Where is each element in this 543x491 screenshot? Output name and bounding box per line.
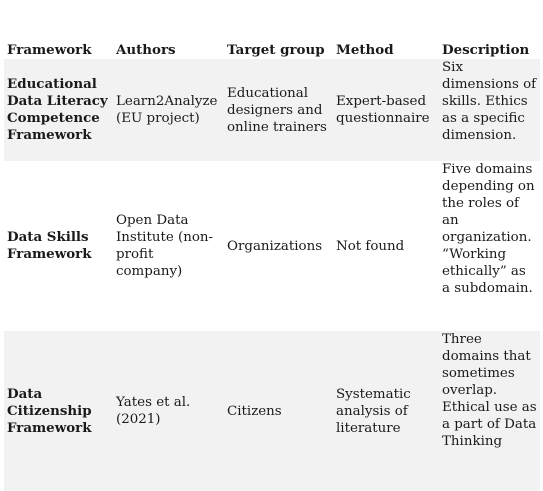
framework-cell: Data Citizenship Framework <box>4 331 113 491</box>
header-target-group: Target group <box>227 42 325 58</box>
method-cell: Systematic analysis of literature <box>333 331 439 491</box>
table-row <box>4 331 540 491</box>
frameworks-table-container <box>4 40 540 491</box>
table-row <box>4 161 540 331</box>
header-authors: Authors <box>116 42 176 58</box>
table-header-row <box>4 40 540 59</box>
table-row <box>4 59 540 161</box>
header-description: Description <box>442 42 530 58</box>
header-framework: Framework <box>7 42 92 58</box>
target-group-cell: Organizations <box>227 238 323 254</box>
target-group-cell: Educational designers and online trainers <box>224 59 333 161</box>
header-method: Method <box>336 42 394 58</box>
method-cell: Expert-based questionnaire <box>333 59 439 161</box>
framework-cell: Educational Data Literacy Competence Framework <box>4 59 113 161</box>
frameworks-table <box>4 40 540 491</box>
authors-cell: Open Data Institute (non-profit company) <box>116 213 214 279</box>
description-cell: Three domains that sometimes overlap. Ethical use as a part of Data Thinking <box>439 331 540 491</box>
description-cell: Six dimensions of skills. Ethics as a specific dimension. <box>439 59 540 161</box>
description-cell: Five domains depending on the roles of an organization. “Working ethically” as a subdomain. <box>442 162 535 296</box>
method-cell: Not found <box>336 238 405 254</box>
authors-cell: Learn2Analyze (EU project) <box>113 59 224 161</box>
authors-cell: Yates et al. (2021) <box>113 331 224 491</box>
target-group-cell: Citizens <box>224 331 333 491</box>
framework-cell: Data Skills Framework <box>7 229 92 262</box>
